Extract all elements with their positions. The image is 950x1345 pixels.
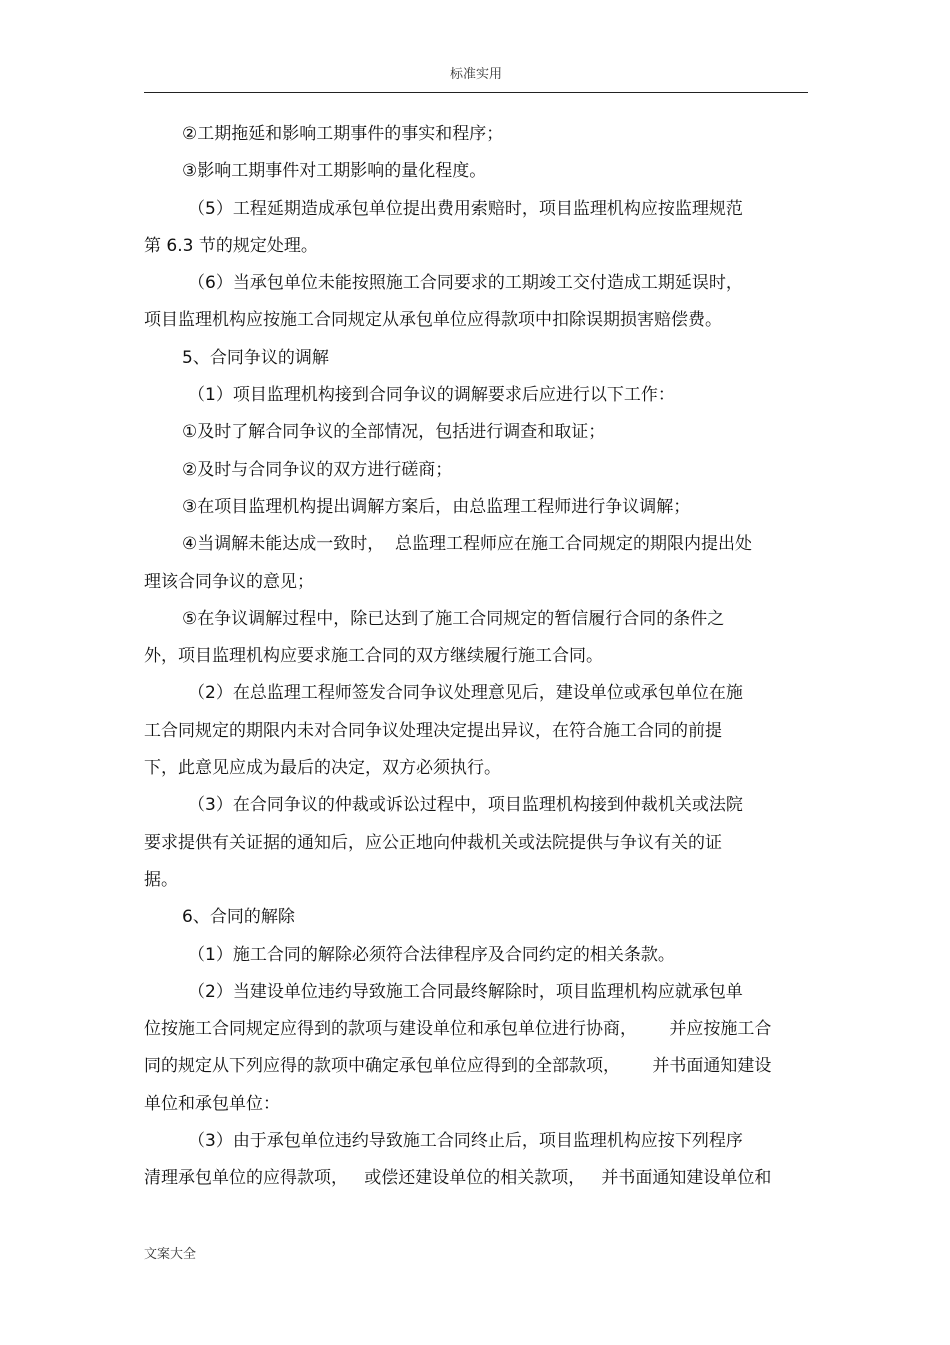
text-line: 工合同规定的期限内未对合同争议处理决定提出异议，在符合施工合同的前提	[144, 720, 722, 741]
text-line: ①及时了解合同争议的全部情况，包括进行调查和取证；	[182, 422, 606, 443]
document-body	[144, 116, 814, 1198]
text-line: 据。	[144, 869, 178, 890]
text-line: （1）施工合同的解除必须符合法律程序及合同约定的相关条款。	[188, 944, 675, 965]
text-line: ④当调解未能达成一致时， 总监理工程师应在施工合同规定的期限内提出处	[182, 534, 753, 555]
text-line: （3）由于承包单位违约导致施工合同终止后，项目监理机构应按下列程序	[188, 1131, 743, 1152]
text-line: ③在项目监理机构提出调解方案后，由总监理工程师进行争议调解；	[182, 496, 691, 517]
text-line: 项目监理机构应按施工合同规定从承包单位应得款项中扣除误期损害赔偿费。	[144, 310, 722, 331]
page-header: 标准实用	[144, 64, 808, 93]
text-line: 第 6.3 节的规定处理。	[144, 235, 318, 256]
text-line: （2）当建设单位违约导致施工合同最终解除时，项目监理机构应就承包单	[188, 981, 743, 1002]
section-heading: 6、合同的解除	[182, 907, 295, 928]
text-line: ③影响工期事件对工期影响的量化程度。	[182, 161, 487, 182]
text-line: 同的规定从下列应得的款项中确定承包单位应得到的全部款项， 并书面通知建设	[144, 1056, 772, 1077]
text-line: 要求提供有关证据的通知后，应公正地向仲裁机关或法院提供与争议有关的证	[144, 832, 722, 853]
text-line: 外，项目监理机构应要求施工合同的双方继续履行施工合同。	[144, 646, 603, 667]
text-line: 位按施工合同规定应得到的款项与建设单位和承包单位进行协商， 并应按施工合	[144, 1019, 772, 1040]
text-line: （3）在合同争议的仲裁或诉讼过程中，项目监理机构接到仲裁机关或法院	[188, 795, 743, 816]
text-line: ②工期拖延和影响工期事件的事实和程序；	[182, 124, 504, 144]
text-line: 下，此意见应成为最后的决定，双方必须执行。	[144, 758, 501, 779]
text-line: 理该合同争议的意见；	[144, 571, 314, 592]
text-line: （6）当承包单位未能按照施工合同要求的工期竣工交付造成工期延误时，	[188, 273, 743, 294]
text-line: （2）在总监理工程师签发合同争议处理意见后，建设单位或承包单位在施	[188, 683, 743, 704]
section-heading: 5、合同争议的调解	[182, 347, 329, 368]
text-line: ⑤在争议调解过程中，除已达到了施工合同规定的暂信履行合同的条件之	[182, 608, 725, 629]
text-line: 单位和承包单位：	[144, 1093, 280, 1114]
text-line: 清理承包单位的应得款项， 或偿还建设单位的相关款项， 并书面通知建设单位和	[144, 1168, 772, 1189]
text-line: （1）项目监理机构接到合同争议的调解要求后应进行以下工作：	[188, 385, 675, 406]
text-line: ②及时与合同争议的双方进行磋商；	[182, 459, 453, 480]
text-line: （5）工程延期造成承包单位提出费用索赔时，项目监理机构应按监理规范	[188, 198, 743, 219]
page-footer: 文案大全	[144, 1247, 197, 1262]
